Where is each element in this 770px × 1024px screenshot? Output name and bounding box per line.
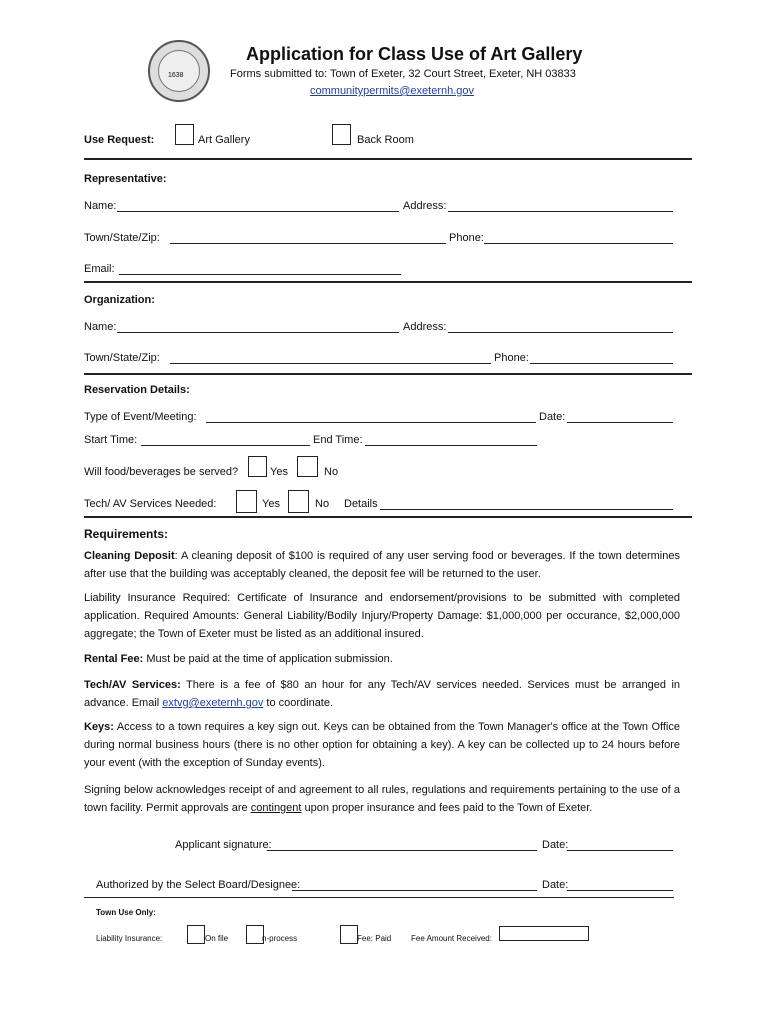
food-question-label: Will food/beverages be served? [84,466,239,478]
rep-address-field[interactable] [448,198,673,212]
signing-text-end: upon proper insurance and fees paid to the Town of Exeter. [301,802,593,814]
reservation-heading: Reservation Details: [84,384,190,396]
start-time-label: Start Time: [84,434,138,446]
page-title: Application for Class Use of Art Gallery [246,44,583,64]
event-date-field[interactable] [567,409,673,423]
authorized-date-field[interactable] [567,877,673,891]
rep-name-field[interactable] [117,198,399,212]
cleaning-deposit-paragraph [84,547,680,583]
liability-insurance-label: Liability Insurance: [96,934,163,943]
section-divider [84,158,692,160]
extvg-email-link[interactable]: extvg@exeternh.gov [162,697,264,709]
back-room-label: Back Room [357,134,414,146]
event-type-field[interactable] [206,409,536,423]
org-phone-label: Phone: [494,352,529,364]
rep-phone-field[interactable] [484,230,673,244]
tech-yes-checkbox[interactable] [236,490,257,513]
fee-amount-field[interactable] [499,926,589,941]
rep-town-label: Town/State/Zip: [84,232,160,244]
applicant-signature-field[interactable] [267,837,537,851]
in-process-label: n-process [262,934,298,943]
town-seal [148,40,210,102]
org-town-label: Town/State/Zip: [84,352,160,364]
tech-yes-label: Yes [262,498,280,510]
tech-av-text: There is a fee of $80 an hour for any Tech/AV services needed. Services must be arranged in advance. Email [84,679,681,709]
back-room-checkbox[interactable] [332,124,351,145]
art-gallery-label: Art Gallery [198,134,250,146]
rep-address-label: Address: [403,200,447,212]
use-request-label: Use Request: [84,134,155,146]
end-time-label: End Time: [313,434,363,446]
food-yes-checkbox[interactable] [248,456,267,477]
art-gallery-checkbox[interactable] [175,124,194,145]
requirements-heading: Requirements: [84,527,169,541]
cleaning-deposit-label: Cleaning Deposit [84,550,175,562]
tech-av-label: Tech/AV Services: [84,679,181,691]
seal-inner-ring [158,50,200,92]
liability-paragraph: Liability Insurance Required: Certificate of Insurance and endorsement/provisions to be submitted with completed application. Required Amounts: General Liability/Bodily Injury/Property Damage: $1,000,000 per occurance, $2,000,000 aggregate; the Town of Exeter must be listed as an additional insured. [84,592,680,640]
section-divider [84,373,692,375]
fee-paid-label: Fee: Paid [357,934,392,943]
representative-heading: Representative: [84,173,167,185]
signing-text: Signing below acknowledges receipt of and agreement to all rules, regulations and requirements pertaining to the use of a town facility. Permit approvals are [84,784,680,814]
org-name-field[interactable] [117,319,399,333]
food-no-label: No [324,466,339,478]
on-file-checkbox[interactable] [187,925,205,944]
community-permits-email-link[interactable]: communitypermits@exeternh.gov [310,85,475,97]
keys-text: Access to a town requires a key sign out. Keys can be obtained from the Town Manager's office at the Town Office during normal business hours (there is no other option for obtaining a key). A key can be collected up to 24 hours before your event (with the exception of Sunday events). [84,721,680,769]
cleaning-deposit-text: : A cleaning deposit of $100 is required of any user serving food or beverages. If the town determines after use that the building was acceptably cleaned, the deposit fee will be returned to the user. [84,550,680,580]
event-date-label: Date: [539,411,566,423]
tech-no-checkbox[interactable] [288,490,309,513]
fee-paid-checkbox[interactable] [340,925,358,944]
rental-fee-text: Must be paid at the time of application submission. [143,653,393,665]
signing-paragraph [84,781,680,817]
town-use-heading: Town Use Only: [96,908,156,917]
authorized-label: Authorized by the Select Board/Designee: [96,879,301,891]
rep-email-field[interactable] [119,261,401,275]
food-no-checkbox[interactable] [297,456,318,477]
event-type-label: Type of Event/Meeting: [84,411,197,423]
organization-heading: Organization: [84,294,155,306]
org-address-field[interactable] [448,319,673,333]
authorized-signature-field[interactable] [292,877,537,891]
tech-av-text-end: to coordinate. [263,697,334,709]
tech-needed-label: Tech/ AV Services Needed: [84,498,217,510]
section-divider [84,281,692,283]
keys-label: Keys: [84,721,114,733]
org-address-label: Address: [403,321,447,333]
authorized-date-label: Date: [542,879,569,891]
rep-town-field[interactable] [170,230,446,244]
tech-no-label: No [315,498,330,510]
section-divider [84,516,692,518]
rental-fee-paragraph [84,650,680,668]
section-divider [84,897,674,898]
details-field[interactable] [380,496,673,510]
contingent-word: contingent [250,802,302,814]
applicant-date-field[interactable] [567,837,673,851]
applicant-signature-label: Applicant signature: [175,839,272,851]
start-time-field[interactable] [141,432,310,446]
on-file-label: On file [205,934,229,943]
details-label: Details [344,498,378,510]
forms-submitted-line: Forms submitted to: Town of Exeter, 32 Court Street, Exeter, NH 03833 [230,68,576,80]
end-time-field[interactable] [365,432,537,446]
org-phone-field[interactable] [530,350,673,364]
applicant-date-label: Date: [542,839,569,851]
rep-email-label: Email: [84,263,115,275]
keys-paragraph [84,718,680,772]
rep-phone-label: Phone: [449,232,484,244]
rental-fee-label: Rental Fee: [84,653,144,665]
fee-amount-label: Fee Amount Received: [411,934,492,943]
seal-year: 1638 [168,72,184,79]
rep-name-label: Name: [84,200,117,212]
org-town-field[interactable] [170,350,491,364]
org-name-label: Name: [84,321,117,333]
tech-av-paragraph [84,676,680,712]
food-yes-label: Yes [270,466,288,478]
